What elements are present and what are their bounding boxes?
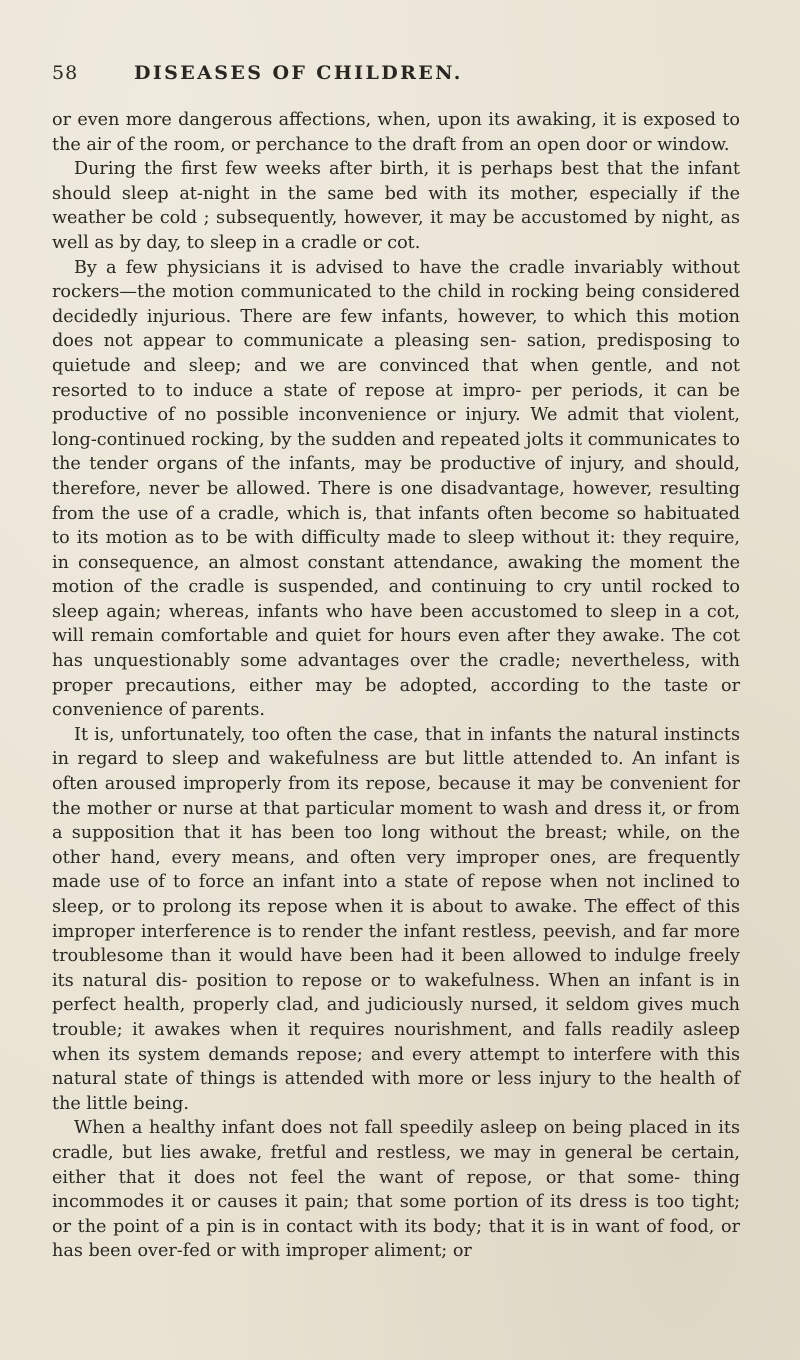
running-head: DISEASES OF CHILDREN. bbox=[134, 62, 463, 84]
page-header bbox=[52, 62, 740, 98]
body-text bbox=[52, 108, 740, 1264]
paragraph-continuation: or even more dangerous affections, when, upon its awaking, it is exposed to the air of the room, or perchance to the draft from an open door or window. bbox=[52, 110, 740, 155]
paragraph-cradle-rocking: By a few physicians it is advised to have the cradle invariably without rockers—the motion communicated to the child in rocking being considered decidedly injurious. There are few infants, however, to which this motion does not appear to communicate a pleasing sen- sation, predisposing to quietude and sleep; and we are convinced that when gentle, and not resorted to to induce a state of repose at impro- per periods, it can be productive of no possible inconvenience or injury. We admit that violent, long-continued rocking, by the sudden and repeated jolts it communicates to the tender organs of the infants, may be productive of injury, and should, therefore, never be allowed. There is one disadvantage, however, resulting from the use of a cradle, which is, that infants often become so habituated to its motion as to be with difficulty made to sleep without it: they require, in consequence, an almost constant attendance, awaking the moment the motion of the cradle is suspended, and continuing to cry until rocked to sleep again; whereas, infants who have been accustomed to sleep in a cot, will remain comfortable and quiet for hours even after they awake. The cot has unquestionably some advantages over the cradle; nevertheless, with proper precautions, either may be adopted, according to the taste or convenience of parents. bbox=[52, 257, 740, 721]
paragraph-restless-infant: When a healthy infant does not fall speedily asleep on being placed in its cradle, but lies awake, fretful and restless, we may in general be certain, either that it does not feel the want of repose, or that some- thing incommodes it or causes it pain; that some portion of its dress is too tight; or the point of a pin is in contact with its body; that it is in want of food, or has been over-fed or with improper aliment; or bbox=[52, 1118, 740, 1262]
book-page bbox=[52, 62, 740, 1264]
paragraph-sleeping-with-mother: During the first few weeks after birth, it is perhaps best that the infant should sleep at-night in the same bed with its mother, especially if the weather be cold ; subsequently, however, it may be accustomed by night, as well as by day, to sleep in a cradle or cot. bbox=[52, 159, 740, 253]
paragraph-sleep-instincts: It is, unfortunately, too often the case, that in infants the natural instincts in regard to sleep and wakefulness are but little attended to. An infant is often aroused improperly from its repose, because it may be convenient for the mother or nurse at that particular moment to wash and dress it, or from a supposition that it has been too long without the breast; while, on the other hand, every means, and often very improper ones, are frequently made use of to force an infant into a state of repose when not inclined to sleep, or to prolong its repose when it is about to awake. The effect of this improper interference is to render the infant restless, peevish, and far more troublesome than it would have been had it been allowed to indulge freely its natural dis- position to repose or to wakefulness. When an infant is in perfect health, properly clad, and judiciously nursed, it seldom gives much trouble; it awakes when it requires nourishment, and falls readily asleep when its system demands repose; and every attempt to interfere with this natural state of things is attended with more or less injury to the health of the little being. bbox=[52, 724, 740, 1114]
page-number: 58 bbox=[52, 62, 79, 84]
